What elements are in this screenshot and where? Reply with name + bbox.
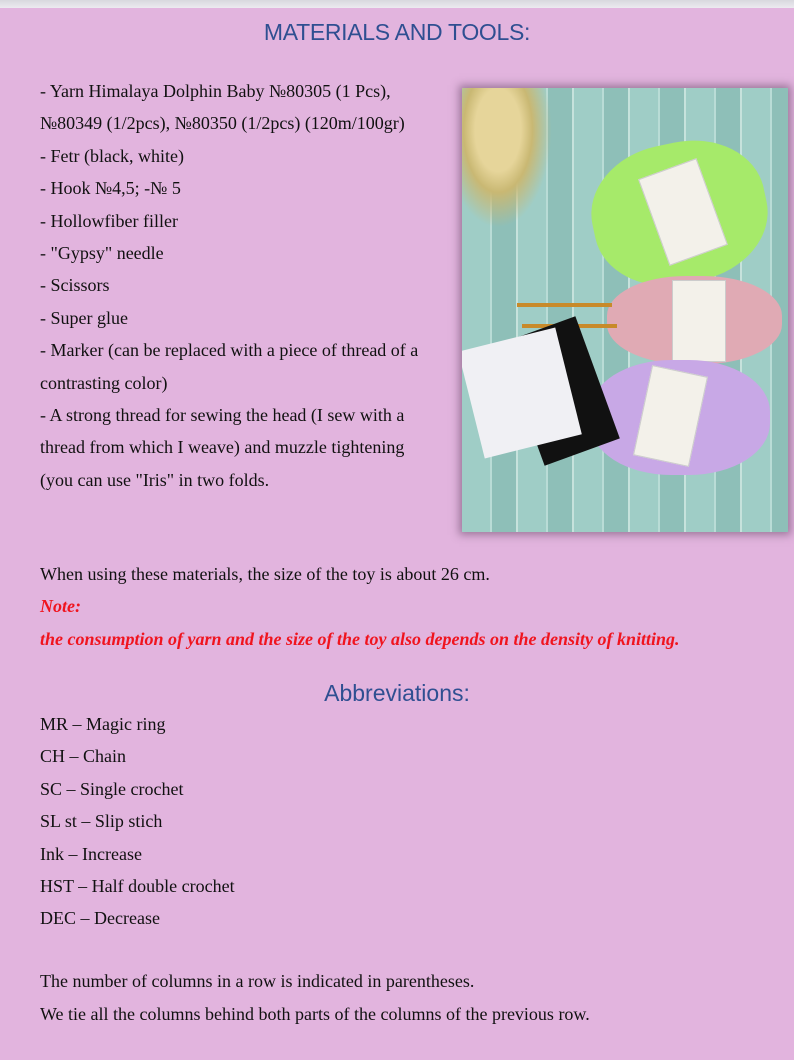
list-item: - Scissors bbox=[40, 275, 110, 296]
list-item: - Super glue bbox=[40, 307, 128, 328]
materials-list bbox=[40, 75, 418, 496]
list-item: - Marker (can be replaced with a piece of thread of a bbox=[40, 340, 419, 361]
list-item: (you can use "Iris" in two folds. bbox=[40, 469, 270, 490]
yarn-label bbox=[672, 280, 726, 362]
abbreviations-title: Abbreviations: bbox=[324, 680, 470, 706]
size-note: When using these materials, the size of the toy is about 26 cm. bbox=[40, 564, 490, 584]
materials-photo bbox=[462, 88, 788, 532]
list-item: DEC – Decrease bbox=[40, 908, 160, 929]
list-item: Ink – Increase bbox=[40, 843, 142, 864]
list-item: CH – Chain bbox=[40, 746, 127, 767]
list-item: - Fetr (black, white) bbox=[40, 145, 184, 166]
note-label: Note: bbox=[40, 596, 81, 616]
list-item: MR – Magic ring bbox=[40, 714, 166, 734]
footer-line: We tie all the columns behind both parts of the columns of the previous row. bbox=[40, 1004, 590, 1024]
list-item: - Hook №4,5; -№ 5 bbox=[40, 178, 181, 199]
top-bar bbox=[0, 0, 794, 8]
list-item: contrasting color) bbox=[40, 372, 168, 393]
crochet-hooks-image bbox=[517, 303, 612, 307]
list-item: - Hollowfiber filler bbox=[40, 210, 178, 231]
page-title: MATERIALS AND TOOLS: bbox=[263, 19, 531, 45]
footer-line: The number of columns in a row is indicated in parentheses. bbox=[40, 971, 475, 991]
abbreviations-list bbox=[40, 708, 235, 935]
list-item: - A strong thread for sewing the head (I sew with a bbox=[40, 404, 405, 425]
dried-flowers-image bbox=[462, 88, 552, 228]
list-item: HST – Half double crochet bbox=[40, 875, 235, 896]
list-item: thread from which I weave) and muzzle tightening bbox=[40, 437, 405, 458]
list-item: - Yarn Himalaya Dolphin Baby №80305 (1 Pcs), bbox=[40, 81, 391, 101]
list-item: SL st – Slip stich bbox=[40, 811, 163, 832]
list-item: - "Gypsy" needle bbox=[40, 242, 164, 263]
note-text: the consumption of yarn and the size of the toy also depends on the density of knitting. bbox=[40, 629, 680, 649]
list-item: SC – Single crochet bbox=[40, 778, 184, 799]
list-item: №80349 (1/2pcs), №80350 (1/2pcs) (120m/100gr) bbox=[40, 113, 405, 134]
